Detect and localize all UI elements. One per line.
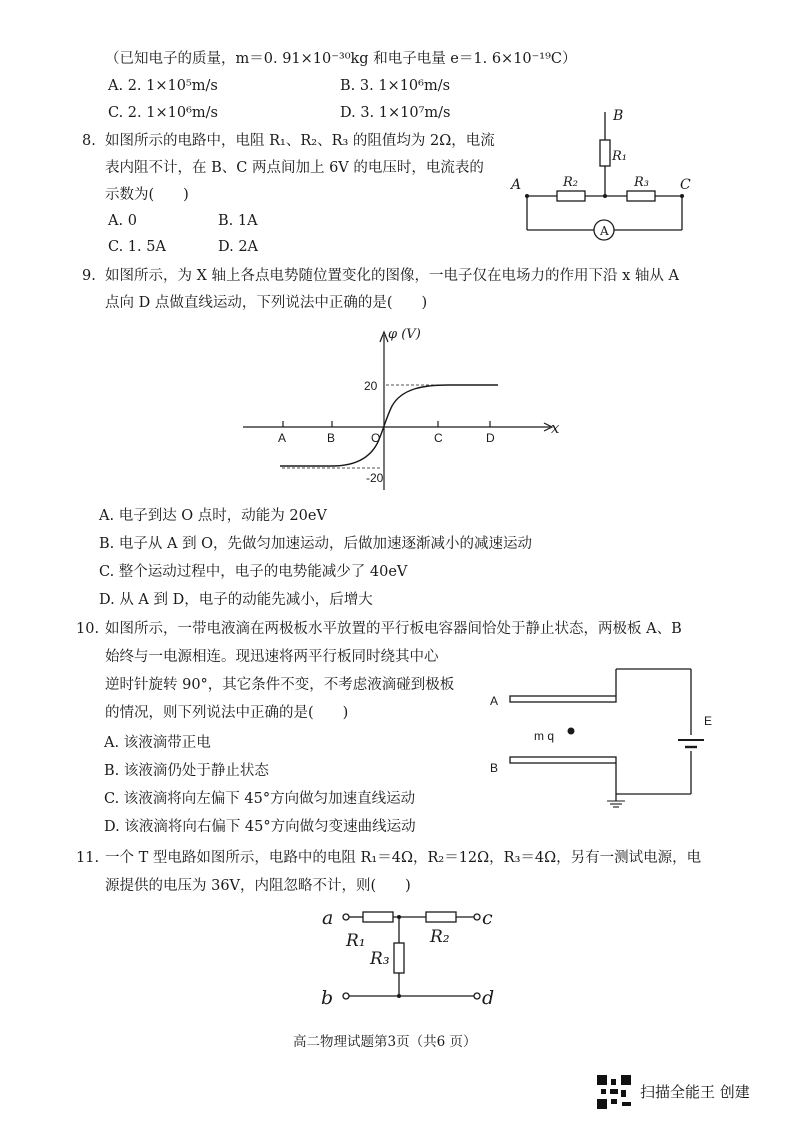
- q10-plate-b: [510, 757, 616, 763]
- q8-stem-1: 如图所示的电路中，电阻 R₁、R₂、R₃ 的阻值均为 2Ω，电流: [105, 133, 495, 149]
- q8-label-a: A: [511, 177, 522, 193]
- q11-resistor-r1: [363, 912, 393, 922]
- q10-stem-1: 如图所示，一带电液滴在两极板水平放置的平行板电容器间恰处于静止状态，两极板 A、B: [105, 621, 682, 637]
- q10-capacitor-diagram: [480, 660, 720, 810]
- q8-option-a: A. 0: [108, 213, 137, 229]
- q10-ground-symbol: [607, 801, 625, 807]
- q8-ammeter-label: A: [600, 224, 609, 238]
- q8-number: 8.: [82, 133, 96, 149]
- q10-plate-a: [510, 696, 616, 702]
- q10-droplet: [568, 728, 575, 735]
- q9-tick-a: A: [278, 431, 287, 445]
- q11-resistor-r3: [394, 943, 404, 973]
- q10-option-a: A. 该液滴带正电: [104, 735, 211, 751]
- q8-resistor-r3: [627, 191, 655, 201]
- q7-option-d: D. 3. 1×10⁷m/s: [340, 105, 451, 121]
- q8-option-c: C. 1. 5A: [108, 239, 166, 255]
- q9-x-axis-label: x: [551, 419, 560, 437]
- q9-y-label-top: 20: [364, 379, 378, 393]
- q11-resistor-r2: [426, 912, 456, 922]
- q10-label-b: B: [490, 761, 499, 775]
- q11-label-r1: R₁: [346, 931, 366, 951]
- q9-y-label-bottom: -20: [366, 471, 384, 485]
- q11-label-d: d: [482, 987, 495, 1009]
- qr-code-icon: [597, 1075, 631, 1109]
- q8-stem-2: 表内阻不计，在 B、C 两点间加上 6V 的电压时，电流表的: [105, 160, 484, 176]
- q8-option-b: B. 1A: [218, 213, 258, 229]
- q11-stem-1: 一个 T 型电路如图所示，电路中的电阻 R₁＝4Ω，R₂＝12Ω，R₃＝4Ω，另有一测试电源，电: [105, 850, 702, 866]
- q8-label-r3: R₃: [634, 175, 649, 190]
- q11-t-circuit-diagram: [310, 900, 510, 1010]
- q11-label-b: b: [321, 987, 334, 1009]
- q10-number: 10.: [76, 621, 100, 637]
- q8-circuit-diagram: [500, 100, 700, 240]
- page-footer: 高二物理试题第3页（共6 页）: [293, 1034, 477, 1050]
- q9-tick-b: B: [327, 431, 336, 445]
- q10-label-e: E: [704, 714, 713, 728]
- q11-label-r2: R₂: [430, 927, 450, 947]
- q10-stem-4: 的情况，则下列说法中正确的是( ): [105, 705, 349, 721]
- q11-stem-2: 源提供的电压为 36V，内阻忽略不计，则( ): [105, 878, 411, 894]
- q7-option-c: C. 2. 1×10⁶m/s: [108, 105, 218, 121]
- q8-option-d: D. 2A: [218, 239, 259, 255]
- q9-y-axis-label: φ (V): [388, 327, 421, 342]
- q9-tick-c: C: [434, 431, 443, 445]
- q11-number: 11.: [76, 850, 100, 866]
- q8-label-r1: R₁: [612, 149, 627, 164]
- q10-stem-2: 始终与一电源相连。现迅速将两平行板同时绕其中心: [105, 649, 439, 665]
- q9-option-c: C. 整个运动过程中，电子的电势能减少了 40eV: [99, 564, 408, 580]
- q11-label-a: a: [322, 907, 334, 929]
- q9-potential-graph: [240, 320, 570, 495]
- q7-option-a: A. 2. 1×10⁵m/s: [108, 78, 218, 94]
- q10-option-b: B. 该液滴仍处于静止状态: [104, 763, 269, 779]
- q8-label-r2: R₂: [563, 175, 578, 190]
- q9-option-b: B. 电子从 A 到 O，先做匀加速运动，后做加速逐渐减小的减速运动: [99, 536, 533, 552]
- q7-given: （已知电子的质量，m＝0. 91×10⁻³⁰kg 和电子电量 e＝1. 6×10⁻¹⁹C）: [105, 51, 577, 67]
- q7-option-b: B. 3. 1×10⁶m/s: [340, 78, 451, 94]
- q10-option-c: C. 该液滴将向左偏下 45°方向做匀加速直线运动: [104, 791, 416, 807]
- q9-tick-d: D: [486, 431, 495, 445]
- q8-stem-3: 示数为( ): [105, 187, 189, 203]
- q8-label-c: C: [680, 177, 691, 193]
- q8-label-b: B: [613, 108, 624, 124]
- q9-stem-1: 如图所示，为 X 轴上各点电势随位置变化的图像，一电子仅在电场力的作用下沿 x 轴从 A: [105, 268, 680, 284]
- q9-tick-o: O: [371, 431, 381, 445]
- q11-label-c: c: [482, 907, 493, 929]
- q11-label-r3: R₃: [370, 949, 390, 969]
- q10-label-mq: m q: [534, 729, 555, 743]
- q9-stem-2: 点向 D 点做直线运动，下列说法中正确的是( ): [105, 295, 428, 311]
- q10-option-d: D. 该液滴将向右偏下 45°方向做匀变速曲线运动: [104, 819, 416, 835]
- q9-number: 9.: [82, 268, 96, 284]
- scanner-watermark: 扫描全能王 创建: [640, 1083, 750, 1101]
- q8-resistor-r2: [557, 191, 585, 201]
- q9-option-a: A. 电子到达 O 点时，动能为 20eV: [99, 508, 327, 524]
- q10-label-a: A: [490, 694, 499, 708]
- q8-resistor-r1: [600, 140, 610, 166]
- q10-stem-3: 逆时针旋转 90°，其它条件不变，不考虑液滴碰到极板: [105, 677, 455, 693]
- q9-option-d: D. 从 A 到 D，电子的动能先减小，后增大: [99, 592, 373, 608]
- q9-potential-curve: [280, 385, 498, 466]
